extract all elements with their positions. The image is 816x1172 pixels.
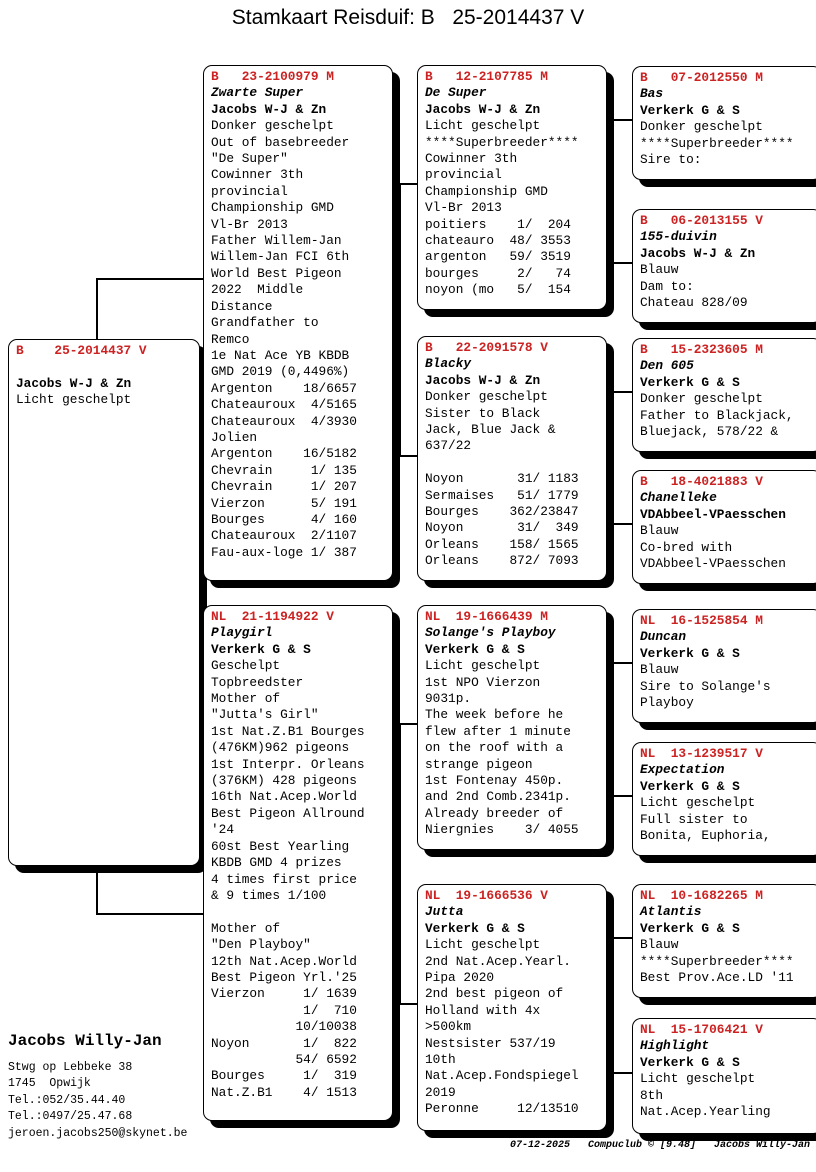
pedigree-box-greatgrandparent-2 [632,209,816,323]
fancier-name: Jacobs W-J & Zn [211,101,327,117]
info-line: Father Willem-Jan [211,233,342,249]
info-line: Blauw [640,262,679,278]
info-line: '24 [211,822,235,838]
info-line: Co-bred with [640,539,733,555]
pedigree-line-segment [612,662,614,797]
pedigree-box-greatgrandparent-7 [632,884,816,998]
info-line: Chateauroux 4/5165 [211,397,357,413]
info-line: Noyon 1/ 822 [211,1035,357,1051]
info-line: (476KM)962 pigeons [211,740,350,756]
pedigree-box-granddam-maternal [417,884,607,1131]
info-line: 2019 [425,1084,456,1100]
info-line: Niergnies 3/ 4055 [425,822,579,838]
info-line: Nat.Z.B1 4/ 1513 [211,1084,357,1100]
info-line: Chevrain 1/ 207 [211,479,357,495]
pigeon-name: Den 605 [640,358,694,374]
ring-number: B 06-2013155 V [640,213,763,228]
ring-number: B 25-2014437 V [16,343,147,358]
ring-number: B 18-4021883 V [640,474,763,489]
ring-number: B 23-2100979 M [211,69,334,84]
ring-number: B 22-2091578 V [425,340,548,355]
info-line: Out of basebreeder [211,134,350,150]
pedigree-line-segment [612,523,633,525]
info-line: Argenton 16/5182 [211,446,357,462]
info-line: Blauw [640,662,679,678]
info-line [211,904,385,920]
ring-number: NL 15-1706421 V [640,1022,763,1037]
fancier-name: Verkerk G & S [640,102,740,118]
info-line: KBDB GMD 4 prizes [211,855,342,871]
info-line: 1/ 710 [211,1002,357,1018]
pedigree-box-greatgrandparent-3 [632,338,816,452]
info-line [16,359,192,375]
info-line: Vierzon 1/ 1639 [211,986,357,1002]
info-line: Cowinner 3th [425,151,518,167]
fancier-name: Jacobs W-J & Zn [16,375,132,391]
info-line: 1st NPO Vierzon [425,674,541,690]
info-line: Grandfather to [211,315,319,331]
info-line: Sire to: [640,152,702,168]
info-line: Nat.Acep.Fondspiegel [425,1068,579,1084]
info-line: Topbreedster [211,674,304,690]
info-line: Nat.Acep.Yearling [640,1104,771,1120]
pedigree-line-segment [612,937,614,1074]
pedigree-box-greatgrandparent-8 [632,1018,816,1134]
pedigree-line-segment [612,391,614,525]
pigeon-name: Blacky [425,356,472,372]
info-line: ****Superbreeder**** [425,134,579,150]
owner-address [8,1060,187,1142]
info-line: Bonita, Euphoria, [640,828,771,844]
info-line: Best Pigeon Yrl.'25 [211,969,357,985]
info-line: Championship GMD [211,200,334,216]
info-line: noyon (mo 5/ 154 [425,282,571,298]
info-line: Vierzon 5/ 191 [211,495,357,511]
info-line: 2022 Middle [211,282,304,298]
pedigree-box-granddam-paternal [417,336,607,581]
fancier-name: VDAbbeel-VPaesschen [640,506,786,522]
info-line: Licht geschelpt [640,795,756,811]
fancier-name: Verkerk G & S [640,645,740,661]
info-line: 12th Nat.Acep.World [211,953,357,969]
info-line: Licht geschelpt [425,658,541,674]
owner-address-line: Tel.:052/35.44.40 [8,1093,126,1107]
info-line: 4 times first price [211,871,357,887]
info-line: 60st Best Yearling [211,838,350,854]
info-line: Chevrain 1/ 135 [211,462,357,478]
pedigree-line-segment [399,723,401,1005]
pedigree-box-greatgrandparent-4 [632,470,816,584]
pedigree-box-grandsire-paternal [417,65,607,310]
pedigree-line-segment [612,391,633,393]
ring-number: B 07-2012550 M [640,70,763,85]
info-line: Pipa 2020 [425,970,495,986]
info-line: Bourges 1/ 319 [211,1068,357,1084]
info-line: ****Superbreeder**** [640,953,794,969]
info-line: 2nd Nat.Acep.Yearl. [425,953,571,969]
owner-name: Jacobs Willy-Jan [8,1032,162,1050]
pedigree-box-subject [8,339,200,866]
pigeon-name: Duncan [640,629,687,645]
info-line [425,455,599,471]
info-line: ****Superbreeder**** [640,135,794,151]
fancier-name: Verkerk G & S [425,920,525,936]
info-line: Blauw [640,523,679,539]
info-line: Licht geschelpt [16,392,132,408]
ring-number: NL 13-1239517 V [640,746,763,761]
info-line: poitiers 1/ 204 [425,216,571,232]
info-line: Donker geschelpt [425,389,548,405]
info-line: Orleans 158/ 1565 [425,536,579,552]
pigeon-name: Solange's Playboy [425,625,556,641]
info-line: Chateau 828/09 [640,295,748,311]
info-line: Licht geschelpt [425,118,541,134]
info-line: Sermaises 51/ 1779 [425,487,579,503]
info-line: Mother of [211,691,281,707]
owner-address-line: 1745 Opwijk [8,1077,91,1091]
info-line: Noyon 31/ 1183 [425,471,579,487]
fancier-name: Verkerk G & S [640,374,740,390]
pedigree-line-segment [399,1003,418,1005]
pedigree-box-sire [203,65,393,581]
info-line: Willem-Jan FCI 6th [211,249,350,265]
info-line: Jack, Blue Jack & [425,422,556,438]
pigeon-name: Bas [640,86,664,102]
info-line: >500km [425,1019,472,1035]
info-line: GMD 2019 (0,4496%) [211,364,350,380]
pedigree-line-segment [399,455,418,457]
ring-number: NL 19-1666439 M [425,609,548,624]
pedigree-line-segment [612,119,633,121]
info-line: Jolien [211,429,258,445]
fancier-name: Jacobs W-J & Zn [425,372,541,388]
info-line: 9031p. [425,691,472,707]
info-line: "De Super" [211,151,288,167]
ring-number: NL 19-1666536 V [425,888,548,903]
info-line: provincial [211,183,288,199]
info-line: Playboy [640,695,694,711]
pedigree-box-greatgrandparent-5 [632,609,816,723]
info-line: Father to Blackjack, [640,407,794,423]
info-line: & 9 times 1/100 [211,887,327,903]
owner-block [8,1032,187,1142]
ring-number: B 15-2323605 M [640,342,763,357]
info-line: argenton 59/ 3519 [425,249,571,265]
page-title: Stamkaart Reisduif: B 25-2014437 V [231,6,585,29]
info-line: Nestsister 537/19 [425,1035,556,1051]
info-line: 1e Nat Ace YB KBDB [211,347,350,363]
info-line: Donker geschelpt [211,118,334,134]
ring-number: NL 21-1194922 V [211,609,334,624]
info-line: Fau-aux-loge 1/ 387 [211,544,357,560]
ring-number: B 12-2107785 M [425,69,548,84]
pedigree-line-segment [399,183,418,185]
info-line: "Jutta's Girl" [211,707,319,723]
pedigree-line-segment [612,1072,633,1074]
owner-address-line: Tel.:0497/25.47.68 [8,1110,133,1124]
pigeon-name: Playgirl [211,625,273,641]
pigeon-name: Chanelleke [640,490,717,506]
info-line: Mother of [211,920,281,936]
pedigree-line-segment [96,278,98,340]
info-line: (376KM) 428 pigeons [211,773,357,789]
info-line: Noyon 31/ 349 [425,520,579,536]
owner-address-line: Stwg op Lebbeke 38 [8,1061,133,1074]
info-line: Geschelpt [211,658,281,674]
pedigree-line-segment [612,795,633,797]
pedigree-line-segment [612,937,633,939]
info-line: 10/10038 [211,1019,357,1035]
info-line: 16th Nat.Acep.World [211,789,357,805]
info-line: on the roof with a [425,740,564,756]
info-line: 1st Fontenay 450p. [425,773,564,789]
info-line: Championship GMD [425,183,548,199]
fancier-name: Verkerk G & S [640,920,740,936]
info-line: Orleans 872/ 7093 [425,553,579,569]
fancier-name: Verkerk G & S [640,778,740,794]
info-line: Licht geschelpt [640,1071,756,1087]
info-line: Distance [211,298,273,314]
info-line: chateauro 48/ 3553 [425,233,571,249]
info-line: Blauw [640,937,679,953]
pigeon-name: 155-duivin [640,229,717,245]
ring-number: NL 10-1682265 M [640,888,763,903]
fancier-name: Jacobs W-J & Zn [640,245,756,261]
info-line: World Best Pigeon [211,265,342,281]
info-line: Peronne 12/13510 [425,1101,579,1117]
info-line: and 2nd Comb.2341p. [425,789,571,805]
pigeon-name: Highlight [640,1038,710,1054]
info-line: Licht geschelpt [425,937,541,953]
info-line: Already breeder of [425,805,564,821]
info-line: Bluejack, 578/22 & [640,424,779,440]
pedigree-line-segment [612,262,633,264]
info-line: Dam to: [640,278,694,294]
info-line: Sire to Solange's [640,678,771,694]
fancier-name: Verkerk G & S [425,641,525,657]
pedigree-line-segment [399,183,401,457]
info-line: Best Prov.Ace.LD '11 [640,970,794,986]
pedigree-box-greatgrandparent-6 [632,742,816,856]
pedigree-line-segment [399,723,418,725]
info-line: Bourges 362/23847 [425,504,579,520]
info-line: provincial [425,167,502,183]
info-line: 2nd best pigeon of [425,986,564,1002]
info-line: Bourges 4/ 160 [211,511,357,527]
pedigree-box-greatgrandparent-1 [632,66,816,180]
pedigree-line-segment [96,858,98,915]
info-line: 1st Nat.Z.B1 Bourges [211,723,365,739]
pigeon-name: Zwarte Super [211,85,304,101]
info-line: Full sister to [640,811,748,827]
info-line: bourges 2/ 74 [425,265,571,281]
pedigree-line-segment [612,662,633,664]
info-line: Chateauroux 2/1107 [211,528,357,544]
info-line: Argenton 18/6657 [211,380,357,396]
pigeon-name: De Super [425,85,487,101]
info-line: VDAbbeel-VPaesschen [640,556,786,572]
info-line: strange pigeon [425,756,533,772]
info-line: Donker geschelpt [640,119,763,135]
pedigree-line-segment [96,913,204,915]
fancier-name: Verkerk G & S [640,1054,740,1070]
info-line: Cowinner 3th [211,167,304,183]
info-line: 637/22 [425,438,472,454]
pedigree-line-segment [96,278,204,280]
fancier-name: Jacobs W-J & Zn [425,101,541,117]
info-line: The week before he [425,707,564,723]
info-line: Vl-Br 2013 [425,200,502,216]
pigeon-name: Expectation [640,762,725,778]
info-line: Vl-Br 2013 [211,216,288,232]
fancier-name: Verkerk G & S [211,641,311,657]
ring-number: NL 16-1525854 M [640,613,763,628]
info-line: flew after 1 minute [425,723,571,739]
info-line: Sister to Black [425,405,541,421]
info-line: "Den Playboy" [211,937,311,953]
info-line: Donker geschelpt [640,391,763,407]
pigeon-name: Jutta [425,904,464,920]
pedigree-box-grandsire-maternal [417,605,607,850]
info-line: 1st Interpr. Orleans [211,756,365,772]
pedigree-box-dam [203,605,393,1121]
pedigree-line-segment [612,119,614,264]
pigeon-name: Atlantis [640,904,702,920]
owner-address-line: jeroen.jacobs250@skynet.be [8,1126,188,1140]
info-line: 10th [425,1052,456,1068]
footer-credit: 07-12-2025 Compuclub © [9.48] Jacobs Willy-Jan [509,1140,810,1151]
info-line: Holland with 4x [425,1002,541,1018]
info-line: Remco [211,331,250,347]
info-line: Best Pigeon Allround [211,805,365,821]
info-line: 54/ 6592 [211,1051,357,1067]
info-line: 8th [640,1087,664,1103]
info-line: Chateauroux 4/3930 [211,413,357,429]
